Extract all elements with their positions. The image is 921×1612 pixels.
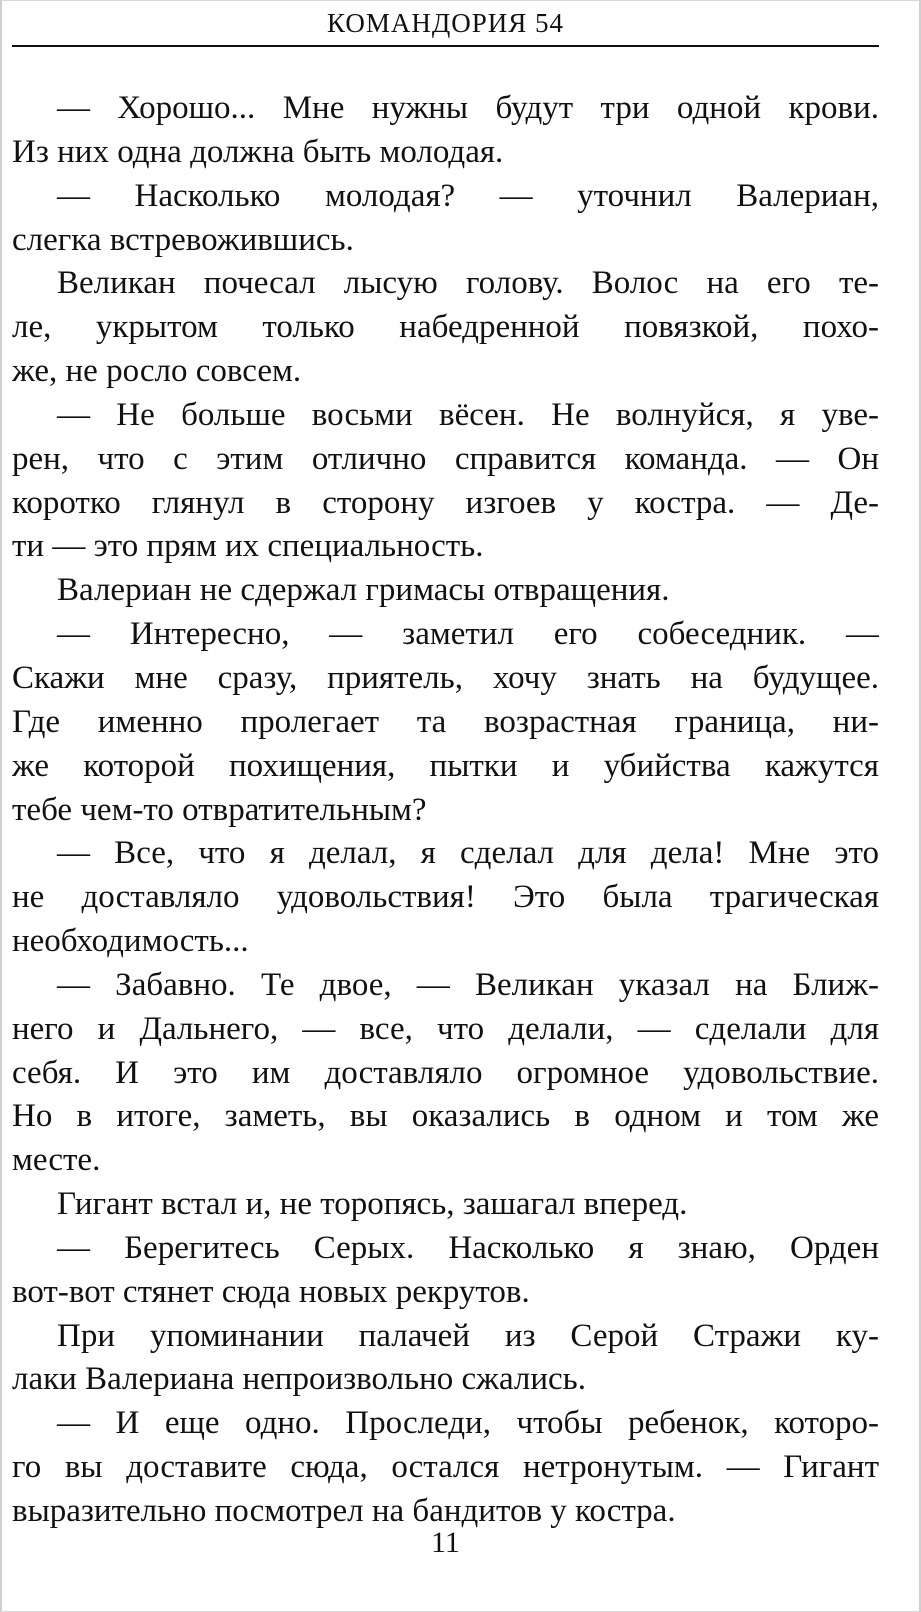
text-line: вот-вот стянет сюда новых рекрутов. bbox=[12, 1273, 530, 1310]
text-line: — Забавно. Те двое, — Великан указал на Ближ- bbox=[57, 966, 879, 1003]
text-line: слегка встревожившись. bbox=[12, 221, 354, 258]
text-line: себя. И это им доставляло огромное удовольствие. bbox=[12, 1054, 879, 1091]
text-line: Валериан не сдержал гримасы отвращения. bbox=[57, 572, 670, 609]
text-line: — Все, что я делал, я сделал для дела! Мне это bbox=[57, 835, 879, 872]
text-line: Но в итоге, заметь, вы оказались в одном и том же bbox=[12, 1098, 879, 1135]
text-line: — Интересно, — заметил его собеседник. — bbox=[57, 616, 879, 653]
body-text bbox=[12, 87, 879, 1534]
text-line: тебе чем-то отвратительным? bbox=[12, 791, 427, 828]
text-line: Где именно пролегает та возрастная граница, ни- bbox=[12, 703, 879, 740]
text-line: го вы доставите сюда, остался нетронутым. — Гигант bbox=[12, 1449, 879, 1486]
text-line: Гигант встал и, не торопясь, зашагал вперед. bbox=[57, 1186, 688, 1223]
text-line: выразительно посмотрел на бандитов у костра. bbox=[12, 1493, 676, 1529]
text-line: ти — это прям их специальность. bbox=[12, 528, 484, 565]
text-line: не доставляло удовольствия! Это была трагическая bbox=[12, 879, 879, 916]
text-line: — Насколько молодая? — уточнил Валериан, bbox=[57, 177, 879, 214]
text-line: — И еще одно. Проследи, чтобы ребенок, которо- bbox=[57, 1405, 879, 1442]
text-line: — Не больше восьми вёсен. Не волнуйся, я уве- bbox=[57, 396, 879, 433]
header-rule bbox=[12, 45, 879, 47]
text-line: лаки Валериана непроизвольно сжались. bbox=[12, 1361, 586, 1398]
text-line: рен, что с этим отлично справится команда. — Он bbox=[12, 440, 879, 477]
text-line: Скажи мне сразу, приятель, хочу знать на будущее. bbox=[12, 659, 879, 696]
text-line: ле, укрытом только набедренной повязкой, похо- bbox=[12, 309, 879, 346]
page-number: 11 bbox=[431, 1526, 460, 1559]
text-line: же, не росло совсем. bbox=[12, 353, 302, 390]
text-line: коротко глянул в сторону изгоев у костра. — Де- bbox=[12, 484, 879, 521]
text-line: месте. bbox=[12, 1142, 101, 1179]
text-line: него и Дальнего, — все, что делали, — сделали для bbox=[12, 1010, 879, 1047]
text-line: Великан почесал лысую голову. Волос на его те- bbox=[57, 265, 879, 302]
running-header: КОМАНДОРИЯ 54 bbox=[326, 8, 565, 38]
text-line: — Берегитесь Серых. Насколько я знаю, Орден bbox=[57, 1229, 879, 1266]
text-line: При упоминании палачей из Серой Стражи ку- bbox=[57, 1317, 879, 1354]
text-line: Из них одна должна быть молодая. bbox=[12, 133, 504, 170]
text-line: же которой похищения, пытки и убийства кажутся bbox=[12, 747, 879, 784]
text-line: — Хорошо... Мне нужны будут три одной крови. bbox=[57, 90, 879, 126]
text-line: необходимость... bbox=[12, 923, 249, 960]
